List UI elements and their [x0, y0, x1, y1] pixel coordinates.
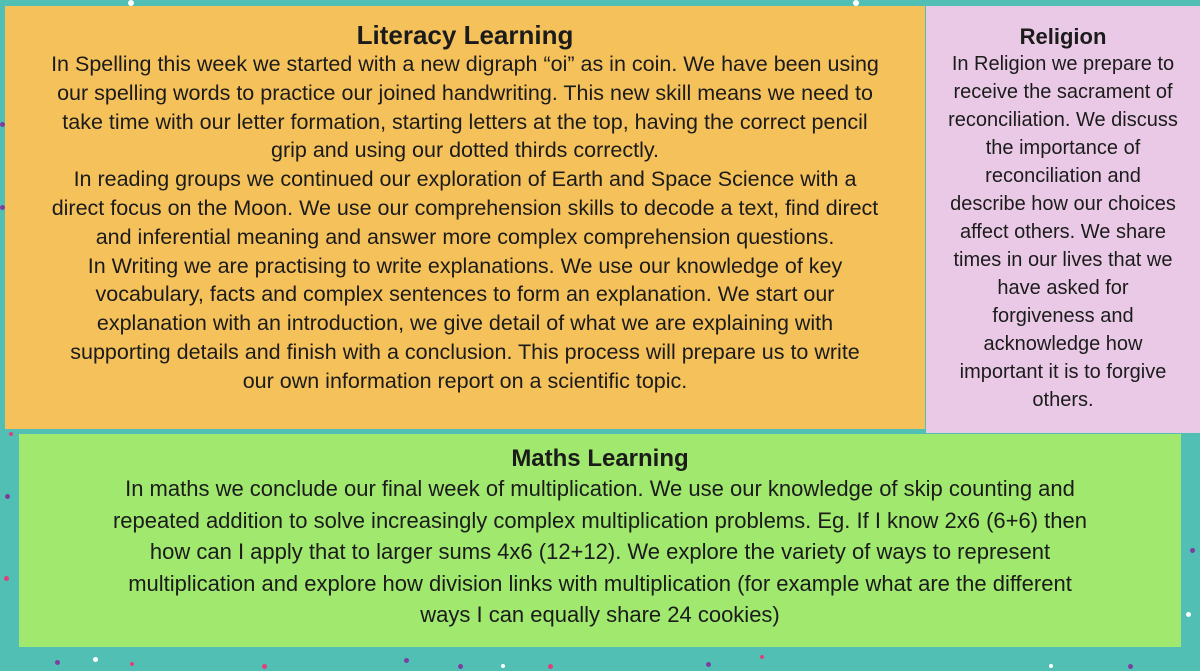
confetti-dot [1186, 612, 1191, 617]
literacy-heading: Literacy Learning [356, 20, 574, 50]
confetti-dot [760, 655, 764, 659]
confetti-dot [4, 576, 9, 581]
literacy-panel [5, 6, 925, 429]
confetti-dot [501, 664, 505, 668]
confetti-dot [9, 432, 13, 436]
confetti-dot [1128, 664, 1133, 669]
confetti-dot [55, 660, 60, 665]
religion-body: In Religion we prepare to receive the sacrament of reconciliation. We discuss the importance of reconciliation and describe how our choices affect others. We share times in our lives that we have asked for forgiveness and acknowledge how important it is to forgive others. [948, 53, 1178, 411]
confetti-dot [5, 494, 10, 499]
maths-panel [19, 434, 1181, 647]
confetti-dot [130, 662, 134, 666]
confetti-dot [458, 664, 463, 669]
confetti-dot [706, 662, 711, 667]
confetti-dot [404, 658, 409, 663]
religion-heading: Religion [1019, 24, 1107, 49]
confetti-dot [93, 657, 98, 662]
maths-heading: Maths Learning [511, 445, 689, 472]
confetti-dot [262, 664, 267, 669]
confetti-dot [548, 664, 553, 669]
religion-panel [926, 6, 1200, 433]
confetti-dot [1049, 664, 1053, 668]
maths-body: In maths we conclude our final week of multiplication. We use our knowledge of skip counting and repeated addition to solve increasingly complex multiplication problems. Eg. If I know 2x6 (6+6) then how can I apply that to larger sums 4x6 (12+12). We explore the variety of ways to represent multiplication and explore how division links with multiplication (for example what are the different ways I can equally share 24 cookies) [112, 476, 1087, 627]
literacy-body: In Spelling this week we started with a new digraph “oi” as in coin. We have been using our spelling words to practice our joined handwriting. This new skill means we need to take time with our letter formation, starting letters at the top, having the correct pencil grip and using our dotted thirds correctly. In reading groups we continued our exploration of Earth and Space Science with a direct focus on the Moon. We use our comprehension skills to decode a text, find direct and inferential meaning and answer more complex comprehension questions. In Writing we are practising to write explanations. We use our knowledge of key vocabulary, facts and complex sentences to form an explanation. We start our explanation with an introduction, we give detail of what we are explaining with supporting details and finish with a conclusion. This process will prepare us to write our own information report on a scientific topic. [51, 52, 879, 393]
confetti-dot [1190, 548, 1195, 553]
